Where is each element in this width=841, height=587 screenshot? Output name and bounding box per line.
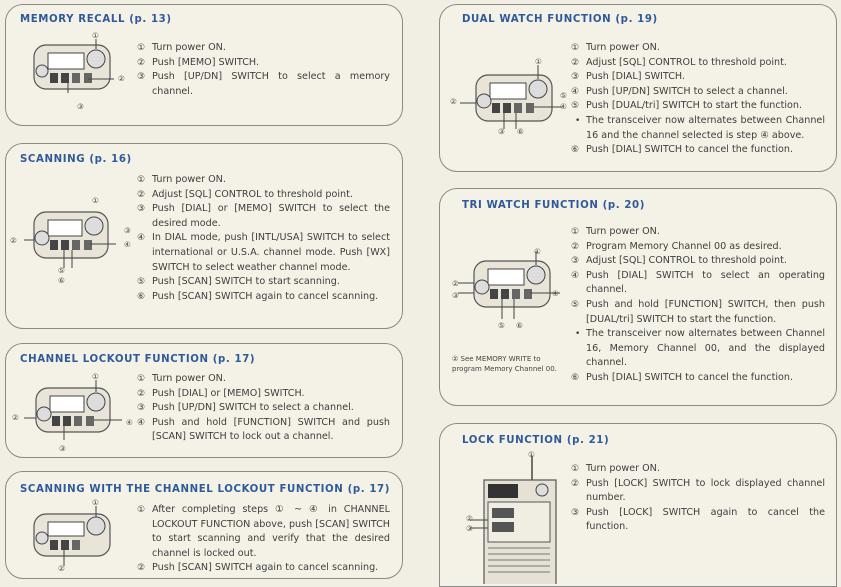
step-item: ② Push [SCAN] SWITCH again to cancel scanning. [137,562,379,574]
step-item: ③ Adjust [SQL] CONTROL to threshold point. [571,255,787,267]
step-item: ⑤ Push [DUAL/tri] SWITCH to start the function. [571,100,803,112]
memory-recall-title: MEMORY RECALL (p. 13) [20,14,172,25]
callout-2: ② [466,514,473,523]
callout-5: ⑤ [498,321,505,330]
step-item: ⑥ Push [SCAN] SWITCH again to cancel scanning. [137,290,379,302]
scanning-lockout-card [5,471,403,579]
radio-front-panel-illustration [28,504,118,570]
step-item: ② Push [MEMO] SWITCH. [137,56,260,68]
callout-3: ③ [452,291,459,300]
callout-2: ② [58,564,65,573]
handheld-radio-illustration [462,456,562,584]
callout-2: ② [12,413,19,422]
callout-2: ② [118,74,125,83]
step-item: ③ Push [UP/DN] SWITCH to select a memory channel. [137,71,390,97]
step-item: ① Turn power ON. [137,42,226,53]
step-item: ③ Push [UP/DN] SWITCH to select a channel. [137,402,354,414]
radio-front-panel-illustration [24,376,124,446]
step-item: ⑤ Push [SCAN] SWITCH to start scanning. [137,276,340,288]
callout-6: ⑥ [516,321,523,330]
step-item: ① Turn power ON. [137,373,226,384]
step-item: ④ Push [UP/DN] SWITCH to select a channel. [571,85,788,97]
step-item: ② Adjust [SQL] CONTROL to threshold point. [571,56,787,68]
dual-watch-title: DUAL WATCH FUNCTION (p. 19) [462,14,658,25]
step-item: ③ Push [LOCK] SWITCH again to cancel the function. [571,506,825,533]
callout-2: ② [10,236,17,245]
dual-watch-card [439,4,837,172]
callout-1: ① [92,31,99,40]
step-item: ⑤ Push and hold [FUNCTION] SWITCH, then push [DUAL/tri] SWITCH to start the function. [571,298,825,325]
callout-4: ④ [126,418,133,427]
step-item: ⑥ Push [DIAL] SWITCH to cancel the function. [571,144,793,156]
callout-4: ④ [552,289,559,298]
memory-write-note: ② See MEMORY WRITE to program Memory Channel 00. [452,355,557,373]
radio-front-panel-illustration [454,63,564,139]
callout-4: ④ [560,102,567,111]
callout-6: ⑥ [517,127,524,136]
step-item: ④ Push [DIAL] SWITCH to select an operating channel. [571,269,825,296]
radio-front-panel-illustration [28,35,118,97]
callout-3: ③ [498,127,505,136]
memory-recall-card [5,4,403,126]
channel-lockout-card [5,343,403,458]
channel-lockout-steps [137,372,390,445]
step-item: ② Push [DIAL] or [MEMO] SWITCH. [137,387,305,399]
lock-function-title: LOCK FUNCTION (p. 21) [462,435,610,446]
scanning-title: SCANNING (p. 16) [20,154,132,165]
callout-1: ① [534,247,541,256]
radio-front-panel-illustration [24,200,120,276]
callout-6: ⑥ [58,276,65,285]
callout-5: ⑤ [560,91,567,100]
step-item: ⑥ Push [DIAL] SWITCH to cancel the function. [571,371,793,383]
callout-5: ⑤ [58,266,65,275]
step-item: ② Program Memory Channel 00 as desired. [571,240,782,252]
step-item: ① Turn power ON. [571,42,660,53]
scanning-card [5,143,403,329]
callout-1: ① [92,498,99,507]
callout-2: ② [450,97,457,106]
lock-function-steps [571,462,825,535]
callout-3: ③ [77,102,84,111]
step-item: ② Push [LOCK] SWITCH to lock displayed channel number. [571,477,825,504]
step-item: ① Turn power ON. [571,463,660,474]
callout-2: ② [452,279,459,288]
radio-front-panel-illustration [450,247,564,327]
tri-watch-steps [571,225,825,386]
callout-3: ③ [124,226,131,235]
callout-1: ① [535,57,542,66]
memory-recall-steps [137,41,390,99]
step-item: ① After completing steps ① ~ ④ in CHANNEL LOCKOUT FUNCTION above, push [SCAN] SWITCH to start scanning and verify that the desired channel is locked out. [137,504,390,559]
callout-1: ① [92,196,99,205]
step-item: ③ Push [DIAL] or [MEMO] SWITCH to select the desired mode. [137,203,390,229]
tri-watch-card [439,188,837,406]
step-item: ④ In DIAL mode, push [INTL/USA] SWITCH to select international or U.S.A. channel mode. Push [WX] SWITCH to select weather channel mode. [137,232,390,273]
scanning-steps [137,173,390,304]
callout-3: ③ [59,444,66,453]
step-note: • The transceiver now alternates between Channel 16 and the channel selected is step ④ above. [575,114,825,141]
scanning-lockout-steps [137,503,390,576]
step-item: ④ Push and hold [FUNCTION] SWITCH and push [SCAN] SWITCH to lock out a channel. [137,416,390,443]
step-item: ① Turn power ON. [137,174,226,185]
step-note: • The transceiver now alternates between Channel 16, Memory Channel 00, and the displayed channel. [575,328,825,369]
channel-lockout-title: CHANNEL LOCKOUT FUNCTION (p. 17) [20,354,256,365]
scanning-lockout-title: SCANNING WITH THE CHANNEL LOCKOUT FUNCTION (p. 17) [20,484,390,495]
dual-watch-steps [571,41,825,158]
step-item: ① Turn power ON. [571,226,660,237]
step-item: ② Adjust [SQL] CONTROL to threshold point. [137,188,353,200]
callout-3: ③ [466,524,473,533]
tri-watch-title: TRI WATCH FUNCTION (p. 20) [462,200,646,211]
step-item: ③ Push [DIAL] SWITCH. [571,71,685,83]
callout-1: ① [92,372,99,381]
callout-1: ① [528,450,535,459]
lock-function-card [439,423,837,587]
callout-4: ④ [124,240,131,249]
